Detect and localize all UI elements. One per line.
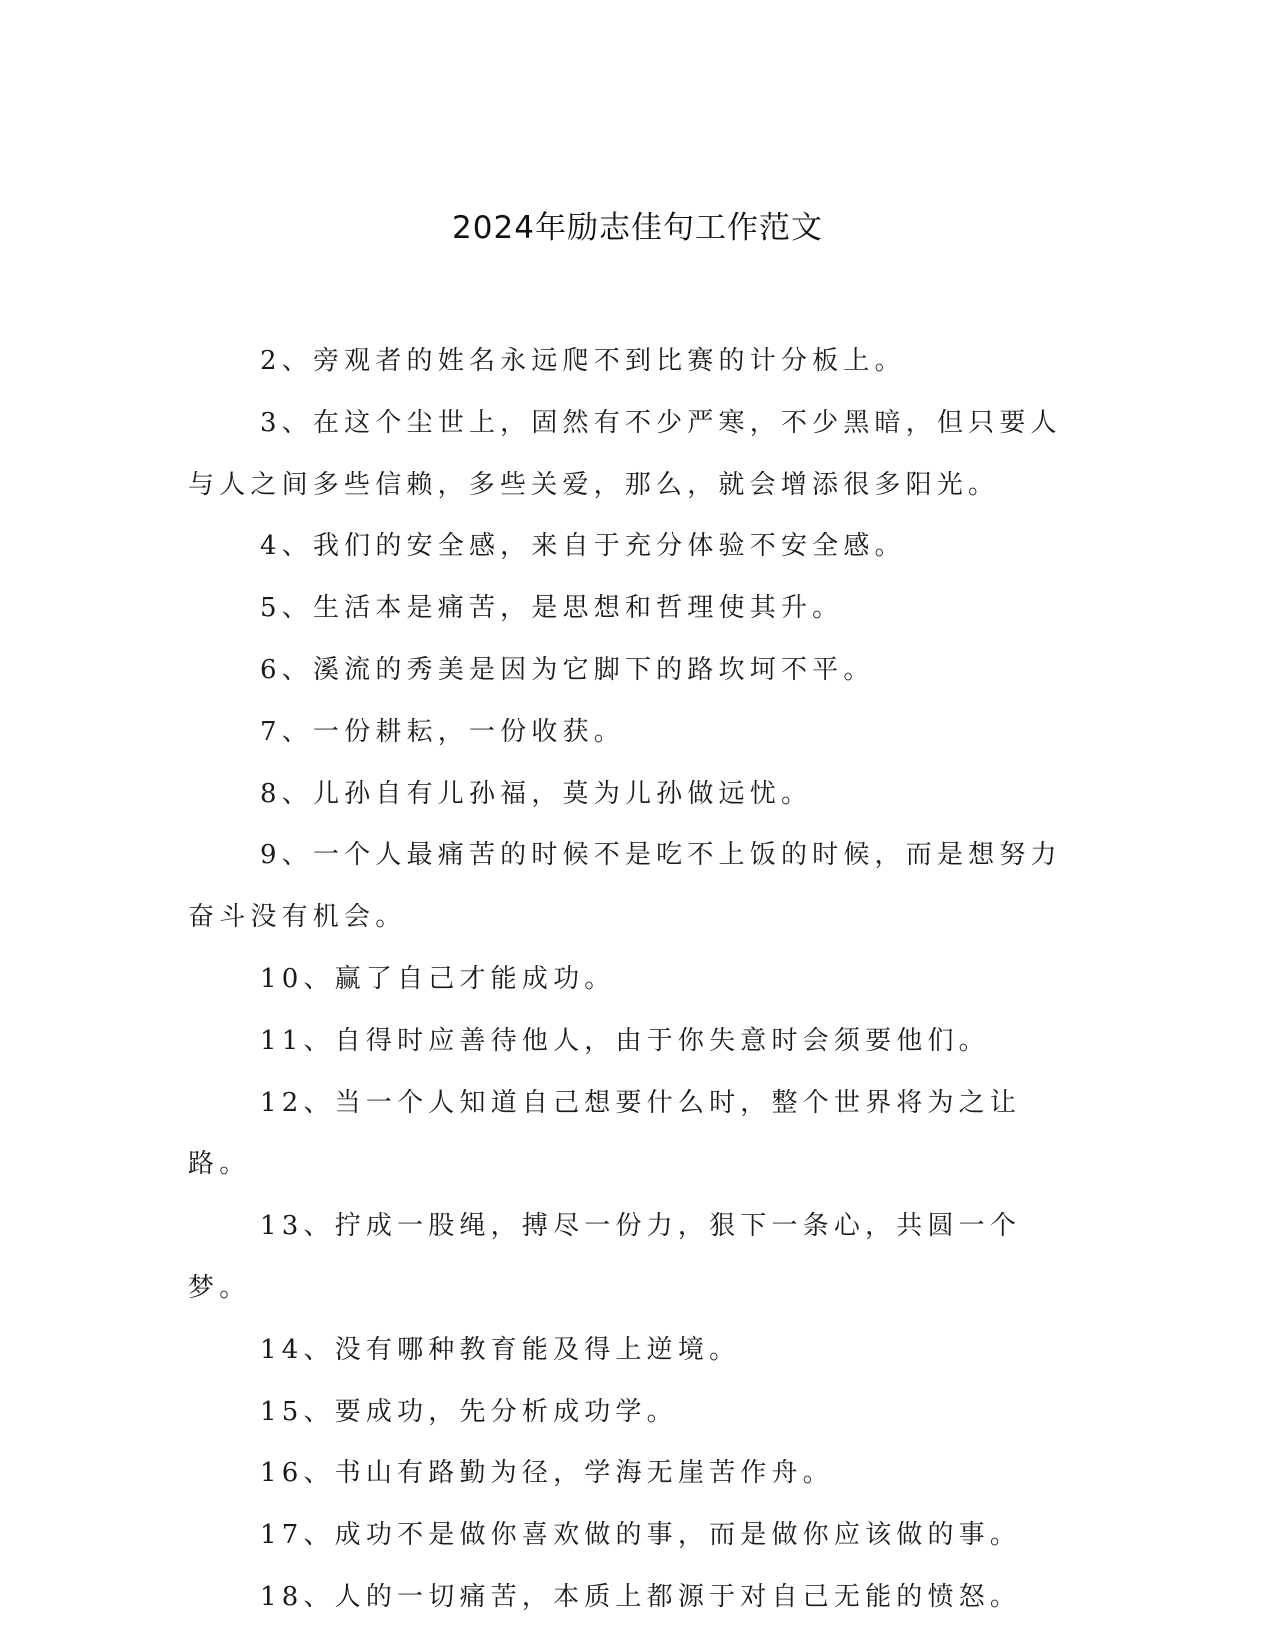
paragraph: 5、生活本是痛苦，是思想和哲理使其升。 <box>260 593 844 624</box>
document-body <box>188 331 1068 1629</box>
paragraph: 10、赢了自己才能成功。 <box>260 963 616 994</box>
paragraph: 8、儿孙自有儿孙福，莫为儿孙做远忧。 <box>260 778 813 809</box>
paragraph: 6、溪流的秀美是因为它脚下的路坎坷不平。 <box>260 654 875 685</box>
paragraph: 14、没有哪种教育能及得上逆境。 <box>260 1334 741 1365</box>
paragraph: 16、书山有路勤为径，学海无崖苦作舟。 <box>260 1458 834 1489</box>
paragraph: 11、自得时应善待他人，由于你失意时会须要他们。 <box>260 1025 990 1056</box>
paragraph: 7、一份耕耘，一份收获。 <box>260 716 625 747</box>
paragraph: 4、我们的安全感，来自于充分体验不安全感。 <box>260 531 906 562</box>
document-title: 2024年励志佳句工作范文 <box>452 210 823 246</box>
paragraph: 13、拧成一股绳，搏尽一份力，狠下一条心，共圆一个梦。 <box>188 1211 1022 1303</box>
paragraph: 12、当一个人知道自己想要什么时，整个世界将为之让路。 <box>188 1087 1022 1180</box>
paragraph: 9、一个人最痛苦的时候不是吃不上饭的时候，而是想努力奋斗没有机会。 <box>188 840 1062 933</box>
paragraph: 2、旁观者的姓名永远爬不到比赛的计分板上。 <box>260 346 906 376</box>
paragraph: 3、在这个尘世上，固然有不少严寒，不少黑暗，但只要人与人之间多些信赖，多些关爱，那么，就会增添很多阳光。 <box>188 407 1062 500</box>
paragraph: 17、成功不是做你喜欢做的事，而是做你应该做的事。 <box>260 1520 1022 1551</box>
paragraph: 15、要成功，先分析成功学。 <box>260 1396 678 1427</box>
paragraph: 18、人的一切痛苦，本质上都源于对自己无能的愤怒。 <box>260 1581 1022 1612</box>
